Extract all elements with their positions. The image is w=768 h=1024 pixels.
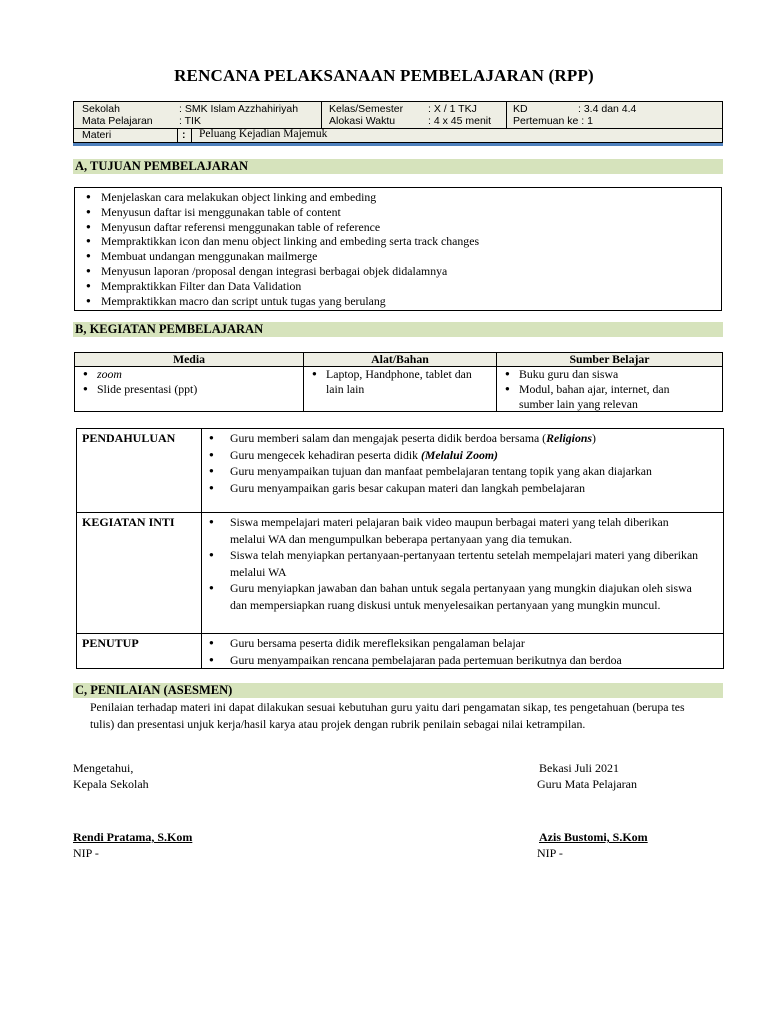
left-signature-block (73, 760, 149, 792)
list-item: ● Menyusun laporan /proposal dengan integrasi berbagai objek didalamnya (77, 264, 721, 279)
sumber-list (497, 367, 722, 411)
section-b-title: B, KEGIATAN PEMBELAJARAN (73, 322, 723, 337)
list-item: ● Modul, bahan ajar, internet, dan sumber lain yang relevan (497, 382, 722, 412)
kelas-value: : X / 1 TKJ (428, 103, 477, 115)
pertemuan-label: Pertemuan ke : 1 (513, 115, 593, 127)
kelas-label: Kelas/Semester (329, 103, 404, 115)
left-line1: Mengetahui, (73, 761, 134, 775)
materi-value: Peluang Kejadian Majemuk (199, 128, 328, 140)
section-a-title: A, TUJUAN PEMBELAJARAN (73, 159, 723, 174)
materi-label: Materi (82, 129, 112, 141)
assessment-text: Penilaian terhadap materi ini dapat dilakukan sesuai kebutuhan guru yaitu dari pengamatan sikap, tes pengetahuan (berupa tes tulis) dan presentasi unjuk kerja/hasil karya atau projek dengan rubrik penilain sebagai nilai ketrampilan. (90, 700, 685, 731)
right-line2: Guru Mata Pelajaran (537, 777, 637, 791)
list-item: ● Guru menyampaikan garis besar cakupan materi dan langkah pembelajaran (202, 480, 723, 497)
list-item: ● Menjelaskan cara melakukan object linking and embeding (77, 190, 721, 205)
sekolah-label: Sekolah (82, 103, 120, 115)
left-line2: Kepala Sekolah (73, 777, 149, 791)
header-info-box (73, 101, 723, 143)
right-name: Azis Bustomi, S.Kom (539, 830, 648, 844)
left-signer (73, 829, 192, 861)
objectives-box (74, 187, 722, 311)
document-title: RENCANA PELAKSANAAN PEMBELAJARAN (RPP) (174, 66, 594, 85)
media-header: Media (75, 353, 304, 367)
right-signature-block (537, 760, 637, 792)
alat-header: Alat/Bahan (304, 353, 497, 367)
mapel-label: Mata Pelajaran (82, 115, 153, 127)
left-nip: NIP - (73, 846, 99, 860)
right-signer (537, 829, 648, 861)
list-item: ● Mempraktikkan Filter dan Data Validation (77, 279, 721, 294)
list-item: ● Siswa telah menyiapkan pertanyaan-pertanyaan tertentu setelah mempelajari materi yang diberikan melalui WA (202, 547, 705, 580)
list-item: ● Menyusun daftar isi menggunakan table of content (77, 205, 721, 220)
list-item: ● Mempraktikkan icon dan menu object linking and embeding serta track changes (77, 234, 721, 249)
list-item: ● zoom (75, 367, 303, 382)
media-list (75, 367, 303, 397)
pendahuluan-list (202, 430, 723, 496)
list-item: ● Menyusun daftar referensi menggunakan table of reference (77, 220, 721, 235)
media-table (74, 352, 723, 412)
sumber-header: Sumber Belajar (497, 353, 723, 367)
right-nip: NIP - (537, 846, 563, 860)
list-item: ● Guru menyampaikan tujuan dan manfaat pembelajaran tentang topik yang akan diajarkan (202, 463, 723, 480)
right-line1: Bekasi Juli 2021 (539, 761, 619, 775)
list-item: ● Membuat undangan menggunakan mailmerge (77, 249, 721, 264)
kd-value: : 3.4 dan 4.4 (578, 103, 637, 115)
pendahuluan-label: PENDAHULUAN (77, 429, 202, 513)
activities-table (76, 428, 724, 669)
left-name: Rendi Pratama, S.Kom (73, 830, 193, 844)
list-item: ● Guru menyiapkan jawaban dan bahan untuk segala pertanyaan yang mungkin diajukan oleh siswa dan mempersiapkan ruang diskusi untuk menyelesaikan pertanyaan yang mungkin muncul. (202, 580, 705, 613)
list-item: ● Guru menyampaikan rencana pembelajaran pada pertemuan berikutnya dan berdoa (202, 652, 723, 669)
sekolah-value: : SMK Islam Azzhahiriyah (179, 103, 299, 115)
penutup-label: PENUTUP (77, 634, 202, 669)
list-item: ● Slide presentasi (ppt) (75, 382, 303, 397)
list-item: ● Siswa mempelajari materi pelajaran baik video maupun berbagai materi yang telah diberikan melalui WA dan mengumpulkan beberapa pertanyaan yang dia temukan. (202, 514, 705, 547)
list-item: ● Mempraktikkan macro dan script untuk tugas yang berulang (77, 294, 721, 309)
materi-colon: : (182, 129, 186, 141)
list-item: ● Guru mengecek kehadiran peserta didik (Melalui Zoom) (202, 447, 723, 464)
mapel-value: : TIK (179, 115, 201, 127)
kd-label: KD (513, 103, 528, 115)
inti-label: KEGIATAN INTI (77, 513, 202, 634)
inti-list (202, 514, 723, 614)
alokasi-value: : 4 x 45 menit (428, 115, 492, 127)
list-item: ● Buku guru dan siswa (497, 367, 722, 382)
alat-list (304, 367, 496, 397)
list-item: ● Guru bersama peserta didik merefleksikan pengalaman belajar (202, 635, 723, 652)
section-c-title: C, PENILAIAN (ASESMEN) (73, 683, 723, 698)
alokasi-label: Alokasi Waktu (329, 115, 396, 127)
list-item: ● Guru memberi salam dan mengajak peserta didik berdoa bersama (Religions) (202, 430, 723, 447)
objectives-list (77, 190, 721, 308)
header-accent-bar (73, 143, 723, 146)
penutup-list (202, 635, 723, 668)
list-item: ● Laptop, Handphone, tablet dan lain lain (304, 367, 496, 397)
